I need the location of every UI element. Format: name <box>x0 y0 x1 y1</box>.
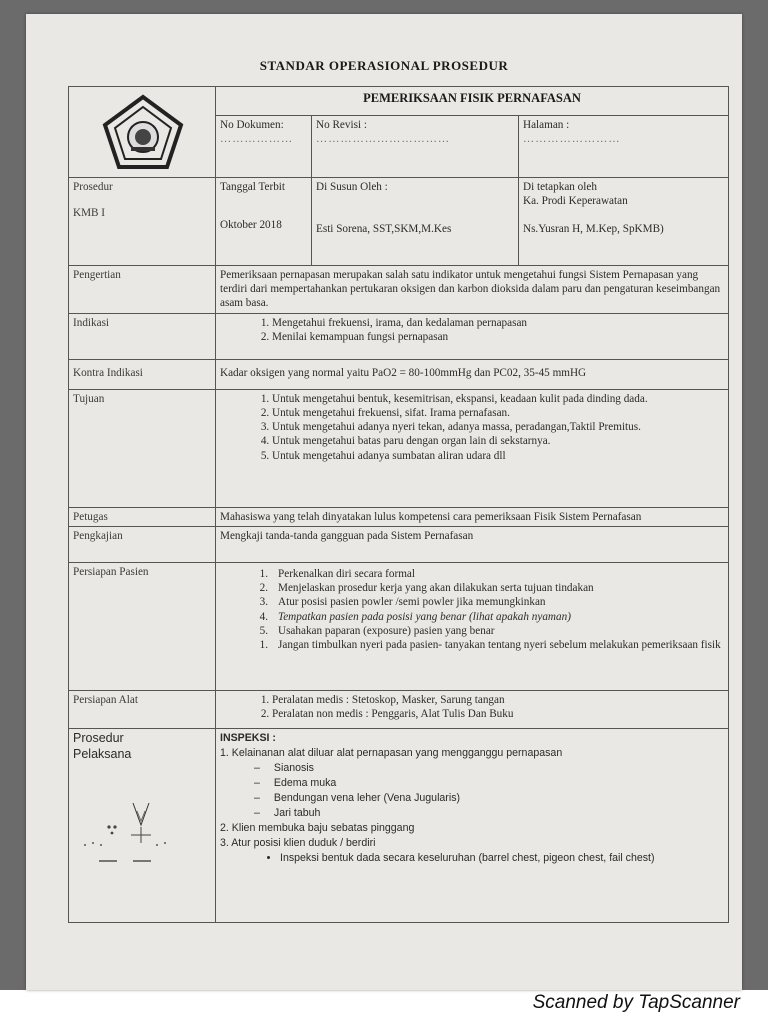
procedure-subtitle: PEMERIKSAAN FISIK PERNAFASAN <box>216 87 729 116</box>
step-1-list <box>220 761 724 821</box>
ditetapkan-label: Di tetapkan oleh <box>523 181 597 193</box>
pengertian-text: Pemeriksaan pernapasan merupakan salah satu indikator untuk mengetahui fungsi Sistem Pernapasan yang terdiri dari mempertahankan pertukaran oksigen dan karbon dioksida dalam paru dan pengaturan keseimbangan asam basa. <box>216 266 729 314</box>
list-item: 2. Peralatan non medis : Penggaris, Alat Tulis Dan Buku <box>272 707 724 721</box>
persiapan-pasien-list <box>220 567 724 652</box>
prosedur-value: KMB I <box>73 207 106 220</box>
disusun-label: Di Susun Oleh : <box>316 181 388 193</box>
ditetapkan-cell <box>519 178 729 266</box>
pengkajian-label: Pengkajian <box>69 526 216 562</box>
persiapan-alat-label: Persiapan Alat <box>69 690 216 728</box>
no-dokumen-label: No Dokumen: <box>220 119 284 131</box>
institution-logo-icon <box>101 93 185 171</box>
no-revisi-label: No Revisi : <box>316 119 367 131</box>
scanner-watermark: Scanned by TapScanner <box>532 992 740 1013</box>
persiapan-alat-list <box>220 693 724 721</box>
pengkajian-text: Mengkaji tanda-tanda gangguan pada Sistem Pernafasan <box>216 526 729 562</box>
list-item: 3. Untuk mengetahui adanya nyeri tekan, adanya massa, peradangan,Taktil Premitus. <box>272 420 724 434</box>
list-item: 1. Peralatan medis : Stetoskop, Masker, Sarung tangan <box>272 693 724 707</box>
no-revisi-cell <box>312 116 519 178</box>
list-item: 2. Untuk mengetahui frekuensi, sifat. Irama pernafasan. <box>272 406 724 420</box>
step-1: 1. Kelainanan alat diluar alat pernapasan yang mengganggu pernapasan <box>220 746 563 759</box>
ditetapkan-value: Ns.Yusran H, M.Kep, SpKMB) <box>523 223 664 236</box>
list-item: Atur posisi pasien powler /semi powler jika memungkinkan <box>278 596 546 609</box>
list-item: – Edema muka <box>276 776 724 791</box>
step-2: 2. Klien membuka baju sebatas pinggang <box>220 822 415 835</box>
list-number: 4. <box>259 610 268 623</box>
prosedur-pelaksana-label: Prosedur Pelaksana <box>73 730 132 761</box>
kontra-text: Kadar oksigen yang normal yaitu PaO2 = 80-100mmHg dan PC02, 35-45 mmHG <box>216 359 729 389</box>
list-item: – Bendungan vena leher (Vena Jugularis) <box>276 791 724 806</box>
sop-table <box>68 86 729 923</box>
tujuan-cell <box>216 389 729 507</box>
tujuan-label: Tujuan <box>69 389 216 507</box>
list-item: • Inspeksi bentuk dada secara keseluruhan (barrel chest, pigeon chest, fail chest) <box>280 851 724 866</box>
tanggal-value: Oktober 2018 <box>220 219 282 232</box>
list-item: 1. Untuk mengetahui bentuk, kesemitrisan, ekspansi, keadaan kulit pada dinding dada. <box>272 392 724 406</box>
list-item: Tempatkan pasien pada posisi yang benar (lihat apakah nyaman) <box>278 610 571 623</box>
step-3: 3. Atur posisi klien duduk / berdiri <box>220 837 376 850</box>
indikasi-cell <box>216 313 729 359</box>
tanggal-label: Tanggal Terbit <box>220 181 286 193</box>
list-item: Jangan timbulkan nyeri pada pasien- tanyakan tentang nyeri sebelum melakukan pemeriksaan fisik <box>278 638 721 651</box>
list-number: 1. <box>259 638 268 651</box>
petugas-text: Mahasiswa yang telah dinyatakan lulus kompetensi cara pemeriksaan Fisik Sistem Pernafasan <box>216 507 729 526</box>
position-sketch-icon <box>81 799 191 869</box>
list-item: 2. Menilai kemampuan fungsi pernapasan <box>272 330 724 344</box>
indikasi-label: Indikasi <box>69 313 216 359</box>
list-item: 4. Untuk mengetahui batas paru dengan organ lain di sekstarnya. <box>272 434 724 448</box>
halaman-label: Halaman : <box>523 119 570 131</box>
tanggal-cell <box>216 178 312 266</box>
disusun-cell <box>312 178 519 266</box>
list-item: Menjelaskan prosedur kerja yang akan dilakukan serta tujuan tindakan <box>278 582 594 595</box>
list-number: 5. <box>259 624 268 637</box>
persiapan-pasien-cell <box>216 562 729 690</box>
scanned-page <box>26 14 742 990</box>
persiapan-alat-cell <box>216 690 729 728</box>
prosedur-cell <box>69 178 216 266</box>
prosedur-label: Prosedur <box>73 181 113 193</box>
petugas-label: Petugas <box>69 507 216 526</box>
indikasi-list <box>220 316 724 344</box>
persiapan-pasien-label: Persiapan Pasien <box>69 562 216 690</box>
ditetapkan-role: Ka. Prodi Keperawatan <box>523 195 628 208</box>
no-dokumen-cell <box>216 116 312 178</box>
prosedur-pelaksana-cell <box>69 728 216 922</box>
list-item: – Jari tabuh <box>276 806 724 821</box>
disusun-value: Esti Sorena, SST,SKM,M.Kes <box>316 223 452 236</box>
no-dokumen-value: ……………… <box>220 133 294 146</box>
tujuan-list <box>220 392 724 463</box>
prosedur-pelaksana-content <box>216 728 729 922</box>
no-revisi-value: …………………………… <box>316 133 451 146</box>
list-item: 1. Mengetahui frekuensi, irama, dan kedalaman pernapasan <box>272 316 724 330</box>
list-item: Perkenalkan diri secara formal <box>278 567 415 580</box>
inspeksi-heading: INSPEKSI : <box>220 731 276 744</box>
halaman-cell <box>519 116 729 178</box>
list-number: 1. <box>259 567 268 580</box>
step-3-list <box>220 851 724 866</box>
list-number: 2. <box>259 582 268 595</box>
logo-cell <box>69 87 216 178</box>
document-title: STANDAR OPERASIONAL PROSEDUR <box>259 58 509 73</box>
pengertian-label: Pengertian <box>69 266 216 314</box>
halaman-value: …………………… <box>523 133 621 146</box>
list-number: 3. <box>259 596 268 609</box>
list-item: – Sianosis <box>276 761 724 776</box>
list-item: 5. Untuk mengetahui adanya sumbatan aliran udara dll <box>272 449 724 463</box>
list-item: Usahakan paparan (exposure) pasien yang benar <box>278 624 495 637</box>
kontra-label: Kontra Indikasi <box>69 359 216 389</box>
